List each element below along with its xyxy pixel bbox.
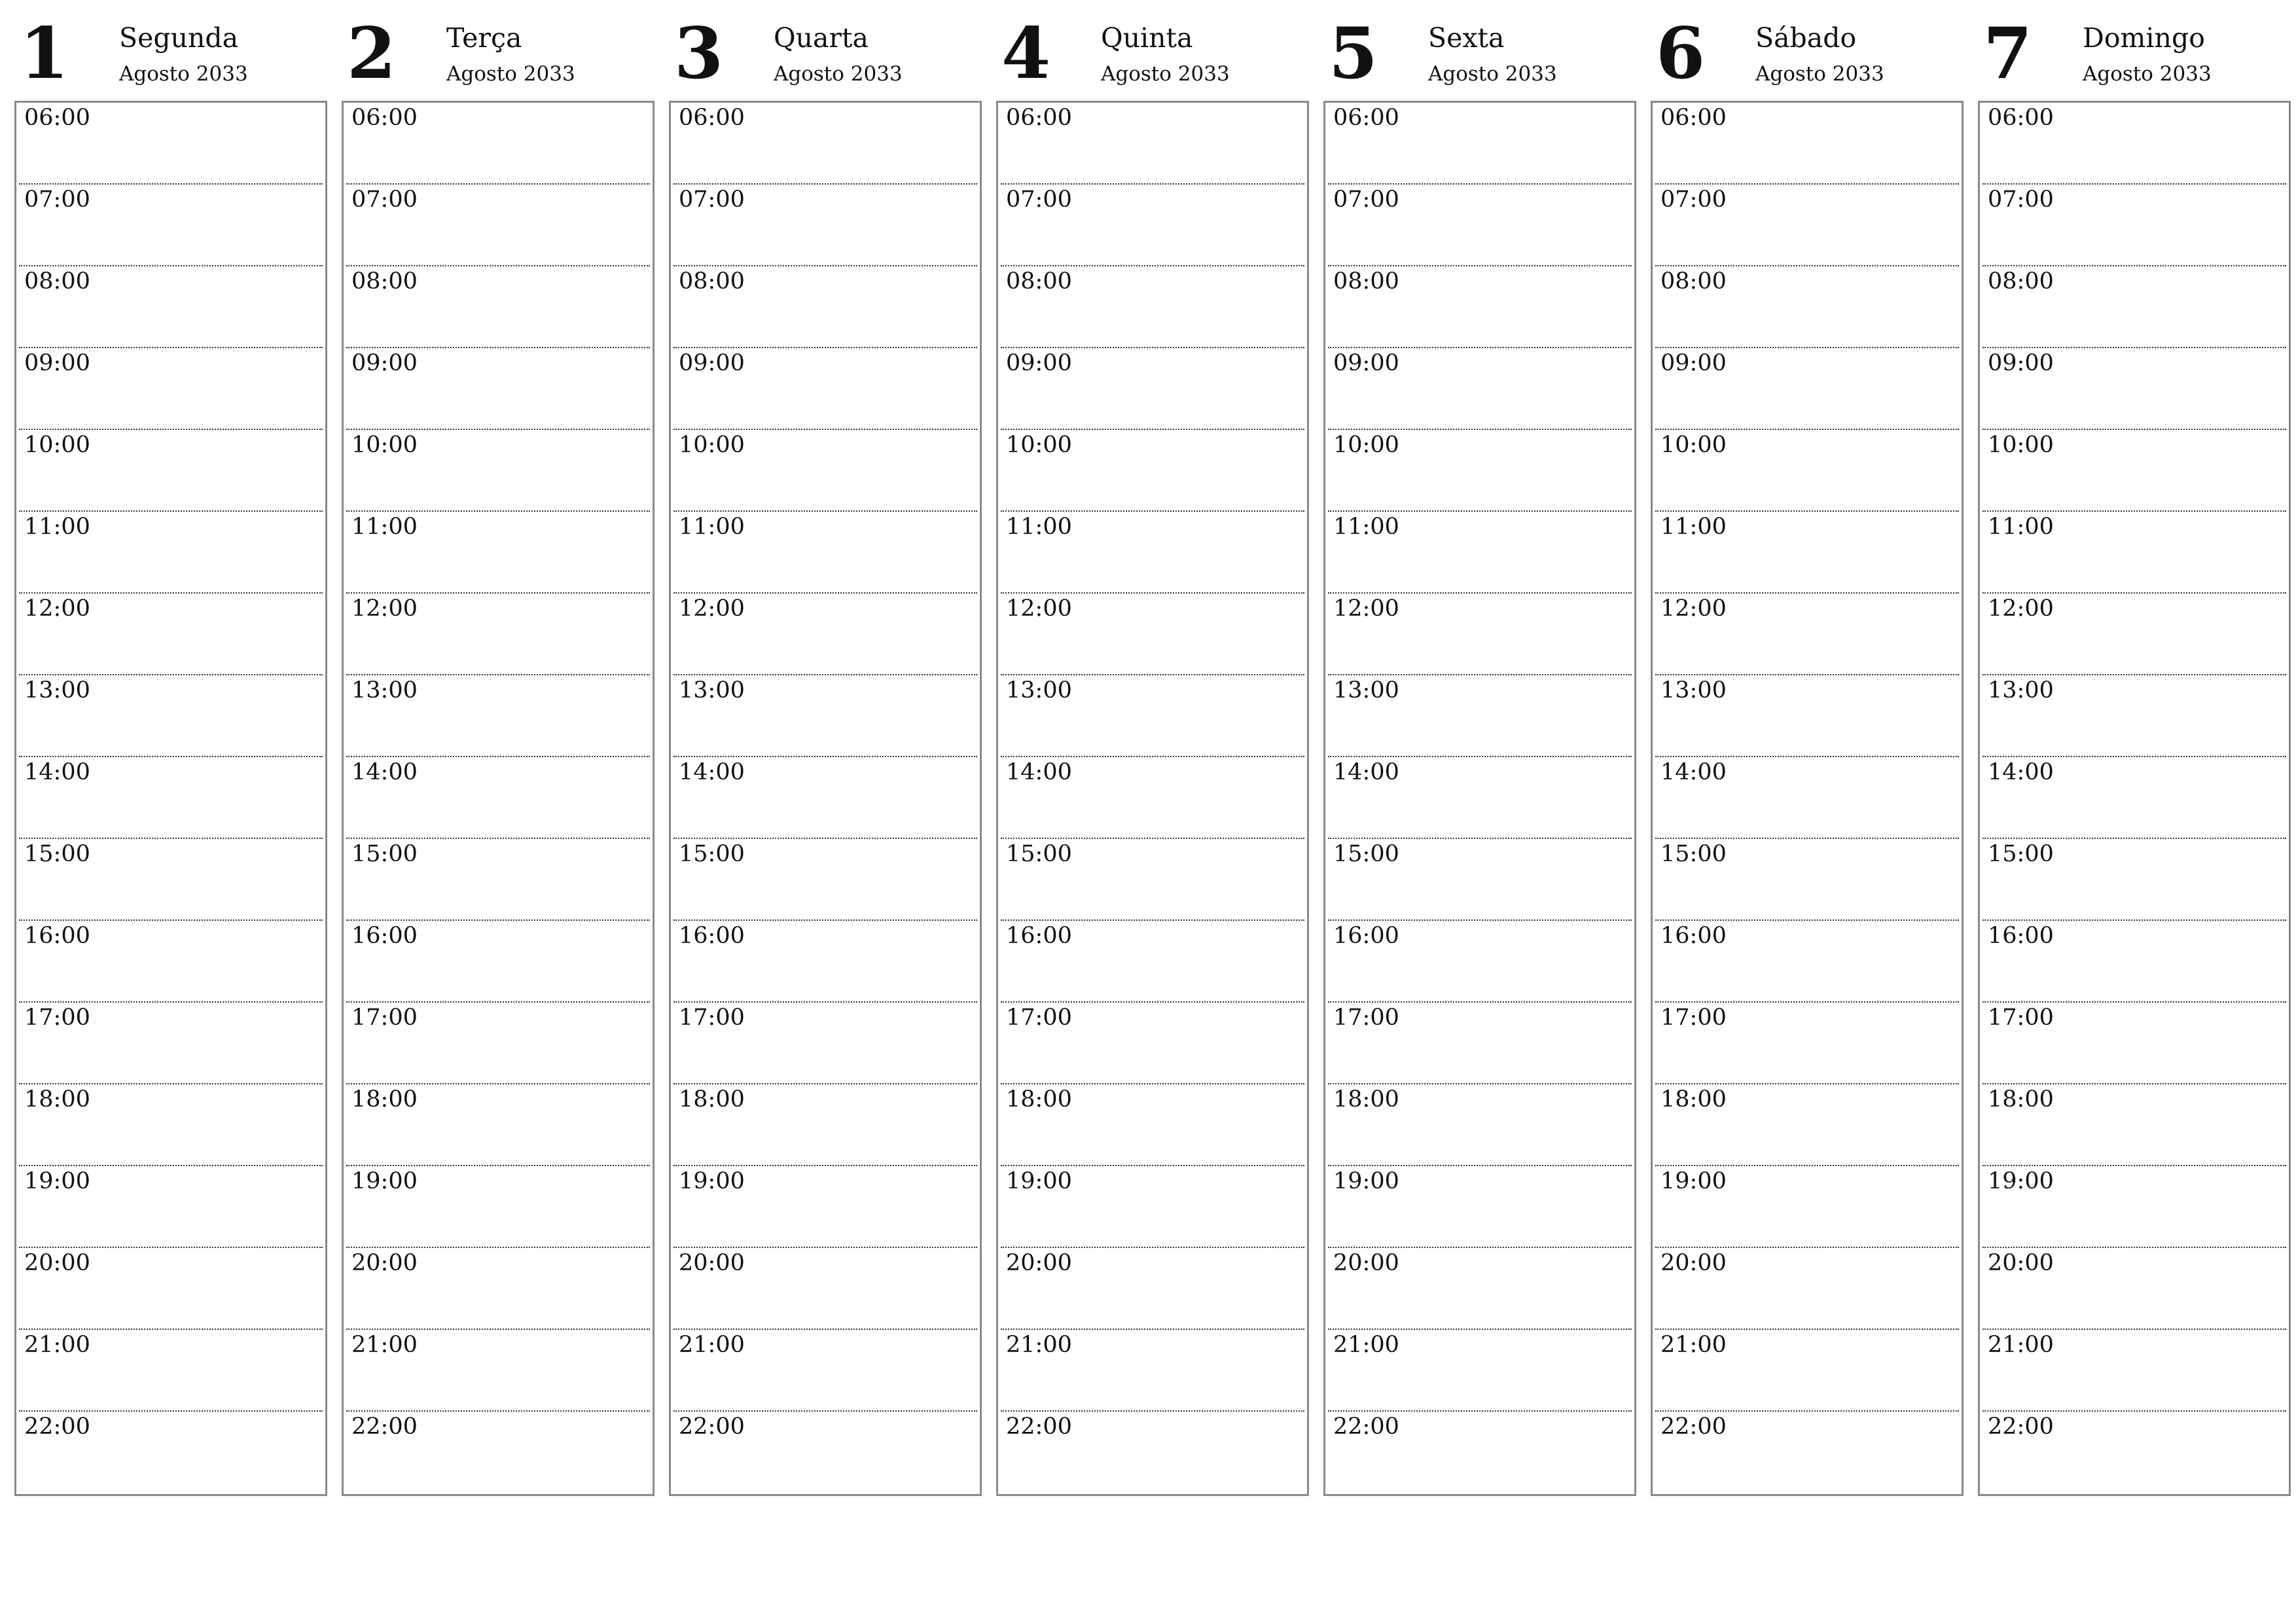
time-label: 07:00 xyxy=(1333,187,1399,213)
time-slot[interactable] xyxy=(1328,757,1632,839)
time-label: 11:00 xyxy=(24,514,90,540)
time-label: 20:00 xyxy=(351,1250,418,1276)
day-schedule-box xyxy=(14,101,327,1496)
time-slot[interactable] xyxy=(673,1003,977,1084)
weekly-planner xyxy=(14,12,2284,1496)
time-slot[interactable] xyxy=(346,1084,650,1166)
time-label: 22:00 xyxy=(1333,1414,1399,1440)
time-slot[interactable] xyxy=(1982,1166,2286,1248)
time-slot[interactable] xyxy=(1655,1003,1959,1084)
day-number: 4 xyxy=(1001,12,1051,95)
time-label: 10:00 xyxy=(24,432,90,458)
day-month: Agosto 2033 xyxy=(1755,62,1884,86)
time-slot[interactable] xyxy=(1655,512,1959,594)
time-label: 22:00 xyxy=(1660,1414,1727,1440)
time-slot[interactable] xyxy=(1655,594,1959,675)
time-label: 14:00 xyxy=(1988,759,2054,785)
time-slot[interactable] xyxy=(19,757,323,839)
time-slot[interactable] xyxy=(346,1166,650,1248)
time-slot[interactable] xyxy=(1001,1084,1304,1166)
time-slot[interactable] xyxy=(346,839,650,921)
time-label: 08:00 xyxy=(351,268,418,294)
time-slot[interactable] xyxy=(1982,512,2286,594)
time-label: 15:00 xyxy=(351,841,418,867)
time-slot[interactable] xyxy=(346,430,650,512)
time-slot[interactable] xyxy=(1001,185,1304,266)
day-schedule-box xyxy=(1323,101,1636,1496)
time-slot[interactable] xyxy=(1001,1412,1304,1493)
time-slot[interactable] xyxy=(1328,103,1632,185)
time-label: 08:00 xyxy=(1660,268,1727,294)
time-slot[interactable] xyxy=(1655,839,1959,921)
time-slot[interactable] xyxy=(1982,921,2286,1003)
time-label: 16:00 xyxy=(24,923,90,949)
time-label: 20:00 xyxy=(24,1250,90,1276)
time-label: 20:00 xyxy=(1988,1250,2054,1276)
time-label: 18:00 xyxy=(24,1086,90,1113)
time-slot[interactable] xyxy=(1982,1084,2286,1166)
day-column-6 xyxy=(1651,12,1964,1496)
time-label: 07:00 xyxy=(1006,187,1072,213)
time-label: 21:00 xyxy=(1988,1332,2054,1358)
time-slot[interactable] xyxy=(1001,921,1304,1003)
time-slot[interactable] xyxy=(673,1166,977,1248)
time-slot[interactable] xyxy=(673,675,977,757)
time-label: 11:00 xyxy=(1988,514,2054,540)
time-label: 07:00 xyxy=(1988,187,2054,213)
time-label: 17:00 xyxy=(351,1005,418,1031)
time-slot[interactable] xyxy=(673,921,977,1003)
time-label: 22:00 xyxy=(24,1414,90,1440)
time-label: 18:00 xyxy=(1006,1086,1072,1113)
time-slot[interactable] xyxy=(673,1330,977,1412)
day-column-5 xyxy=(1323,12,1636,1496)
time-slot[interactable] xyxy=(673,266,977,348)
time-label: 13:00 xyxy=(1333,677,1399,704)
time-label: 06:00 xyxy=(351,105,418,131)
time-slot[interactable] xyxy=(1001,266,1304,348)
time-slot[interactable] xyxy=(19,921,323,1003)
time-slot[interactable] xyxy=(1655,1166,1959,1248)
day-schedule-box xyxy=(996,101,1309,1496)
day-number: 6 xyxy=(1656,12,1706,95)
time-label: 10:00 xyxy=(1988,432,2054,458)
day-header xyxy=(1978,12,2291,101)
time-label: 08:00 xyxy=(1988,268,2054,294)
time-label: 13:00 xyxy=(1006,677,1072,704)
day-schedule-box xyxy=(1651,101,1964,1496)
time-label: 08:00 xyxy=(679,268,745,294)
time-slot[interactable] xyxy=(1328,185,1632,266)
day-schedule-box xyxy=(342,101,655,1496)
time-slot[interactable] xyxy=(1982,430,2286,512)
time-label: 22:00 xyxy=(351,1414,418,1440)
time-label: 14:00 xyxy=(679,759,745,785)
time-slot[interactable] xyxy=(19,594,323,675)
time-slot[interactable] xyxy=(1328,1166,1632,1248)
time-slot[interactable] xyxy=(1328,1412,1632,1493)
time-label: 14:00 xyxy=(1006,759,1072,785)
time-label: 10:00 xyxy=(351,432,418,458)
time-label: 07:00 xyxy=(351,187,418,213)
time-label: 16:00 xyxy=(351,923,418,949)
time-label: 09:00 xyxy=(351,350,418,376)
time-slot[interactable] xyxy=(346,1330,650,1412)
time-slot[interactable] xyxy=(1001,1330,1304,1412)
time-slot[interactable] xyxy=(346,757,650,839)
time-slot[interactable] xyxy=(1982,1330,2286,1412)
day-month: Agosto 2033 xyxy=(2083,62,2212,86)
time-label: 21:00 xyxy=(1333,1332,1399,1358)
day-name: Quarta xyxy=(774,22,869,54)
time-label: 22:00 xyxy=(1006,1414,1072,1440)
time-label: 21:00 xyxy=(1660,1332,1727,1358)
time-label: 19:00 xyxy=(1006,1168,1072,1194)
time-label: 22:00 xyxy=(1988,1414,2054,1440)
time-label: 14:00 xyxy=(1660,759,1727,785)
time-label: 19:00 xyxy=(1333,1168,1399,1194)
time-slot[interactable] xyxy=(1328,1330,1632,1412)
time-slot[interactable] xyxy=(1328,430,1632,512)
time-label: 18:00 xyxy=(1333,1086,1399,1113)
time-label: 11:00 xyxy=(351,514,418,540)
day-month: Agosto 2033 xyxy=(1101,62,1230,86)
time-label: 16:00 xyxy=(1988,923,2054,949)
time-label: 21:00 xyxy=(679,1332,745,1358)
time-label: 18:00 xyxy=(1988,1086,2054,1113)
time-label: 10:00 xyxy=(1333,432,1399,458)
time-label: 15:00 xyxy=(1006,841,1072,867)
time-label: 18:00 xyxy=(679,1086,745,1113)
day-name: Terça xyxy=(446,22,522,54)
time-slot[interactable] xyxy=(1001,1003,1304,1084)
time-label: 10:00 xyxy=(679,432,745,458)
time-label: 15:00 xyxy=(1988,841,2054,867)
time-label: 15:00 xyxy=(1660,841,1727,867)
day-header xyxy=(342,12,655,101)
time-slot[interactable] xyxy=(19,675,323,757)
time-label: 21:00 xyxy=(1006,1332,1072,1358)
day-number: 2 xyxy=(347,12,397,95)
time-label: 11:00 xyxy=(1660,514,1727,540)
time-slot[interactable] xyxy=(1655,1248,1959,1330)
time-slot[interactable] xyxy=(1982,1248,2286,1330)
time-slot[interactable] xyxy=(1328,839,1632,921)
day-column-3 xyxy=(669,12,982,1496)
time-slot[interactable] xyxy=(1001,103,1304,185)
time-slot[interactable] xyxy=(1655,430,1959,512)
time-label: 11:00 xyxy=(1333,514,1399,540)
time-label: 15:00 xyxy=(24,841,90,867)
time-label: 17:00 xyxy=(1006,1005,1072,1031)
day-header xyxy=(996,12,1309,101)
time-slot[interactable] xyxy=(346,103,650,185)
time-label: 12:00 xyxy=(1988,596,2054,622)
day-column-4 xyxy=(996,12,1309,1496)
time-slot[interactable] xyxy=(346,1412,650,1493)
time-label: 09:00 xyxy=(679,350,745,376)
time-slot[interactable] xyxy=(19,839,323,921)
time-slot[interactable] xyxy=(346,1003,650,1084)
time-label: 07:00 xyxy=(679,187,745,213)
time-label: 09:00 xyxy=(24,350,90,376)
time-slot[interactable] xyxy=(346,1248,650,1330)
day-schedule-box xyxy=(669,101,982,1496)
day-name: Quinta xyxy=(1101,22,1193,54)
time-slot[interactable] xyxy=(1982,1412,2286,1493)
day-schedule-box xyxy=(1978,101,2291,1496)
time-slot[interactable] xyxy=(1001,1166,1304,1248)
time-slot[interactable] xyxy=(1982,185,2286,266)
time-label: 08:00 xyxy=(1333,268,1399,294)
time-slot[interactable] xyxy=(673,1084,977,1166)
time-label: 06:00 xyxy=(1988,105,2054,131)
time-slot[interactable] xyxy=(1982,757,2286,839)
time-label: 17:00 xyxy=(24,1005,90,1031)
time-slot[interactable] xyxy=(346,348,650,430)
time-label: 16:00 xyxy=(1006,923,1072,949)
time-slot[interactable] xyxy=(1328,348,1632,430)
day-number: 1 xyxy=(20,12,69,95)
time-slot[interactable] xyxy=(19,348,323,430)
time-slot[interactable] xyxy=(1001,675,1304,757)
time-slot[interactable] xyxy=(1328,594,1632,675)
time-label: 08:00 xyxy=(1006,268,1072,294)
time-slot[interactable] xyxy=(673,103,977,185)
time-slot[interactable] xyxy=(1655,921,1959,1003)
time-slot[interactable] xyxy=(1328,512,1632,594)
day-header xyxy=(1323,12,1636,101)
time-label: 12:00 xyxy=(1660,596,1727,622)
time-slot[interactable] xyxy=(19,1330,323,1412)
time-slot[interactable] xyxy=(673,512,977,594)
time-slot[interactable] xyxy=(19,1412,323,1493)
day-month: Agosto 2033 xyxy=(774,62,903,86)
time-label: 06:00 xyxy=(1660,105,1727,131)
time-label: 13:00 xyxy=(351,677,418,704)
day-column-2 xyxy=(342,12,655,1496)
time-slot[interactable] xyxy=(1655,266,1959,348)
time-slot[interactable] xyxy=(1982,675,2286,757)
day-name: Sexta xyxy=(1428,22,1505,54)
time-label: 17:00 xyxy=(1660,1005,1727,1031)
time-label: 19:00 xyxy=(351,1168,418,1194)
day-month: Agosto 2033 xyxy=(119,62,248,86)
time-label: 16:00 xyxy=(679,923,745,949)
time-slot[interactable] xyxy=(1982,594,2286,675)
time-label: 13:00 xyxy=(679,677,745,704)
time-label: 13:00 xyxy=(24,677,90,704)
day-number: 5 xyxy=(1329,12,1378,95)
time-slot[interactable] xyxy=(1655,675,1959,757)
time-slot[interactable] xyxy=(1001,430,1304,512)
time-label: 12:00 xyxy=(351,596,418,622)
time-slot[interactable] xyxy=(346,921,650,1003)
time-label: 17:00 xyxy=(679,1005,745,1031)
time-label: 17:00 xyxy=(1988,1005,2054,1031)
time-label: 06:00 xyxy=(1006,105,1072,131)
time-slot[interactable] xyxy=(19,1248,323,1330)
time-label: 20:00 xyxy=(679,1250,745,1276)
day-header xyxy=(669,12,982,101)
time-slot[interactable] xyxy=(346,185,650,266)
day-month: Agosto 2033 xyxy=(446,62,575,86)
time-slot[interactable] xyxy=(1001,839,1304,921)
time-label: 21:00 xyxy=(24,1332,90,1358)
time-label: 14:00 xyxy=(351,759,418,785)
time-slot[interactable] xyxy=(1655,1084,1959,1166)
time-slot[interactable] xyxy=(1328,1084,1632,1166)
time-slot[interactable] xyxy=(1001,757,1304,839)
time-slot[interactable] xyxy=(1001,512,1304,594)
time-slot[interactable] xyxy=(673,1248,977,1330)
time-slot[interactable] xyxy=(1001,594,1304,675)
time-label: 09:00 xyxy=(1006,350,1072,376)
day-number: 7 xyxy=(1983,12,2033,95)
time-slot[interactable] xyxy=(673,839,977,921)
time-label: 15:00 xyxy=(1333,841,1399,867)
time-label: 20:00 xyxy=(1333,1250,1399,1276)
time-label: 20:00 xyxy=(1006,1250,1072,1276)
time-slot[interactable] xyxy=(1328,266,1632,348)
time-slot[interactable] xyxy=(1001,348,1304,430)
time-slot[interactable] xyxy=(19,185,323,266)
time-label: 06:00 xyxy=(679,105,745,131)
time-slot[interactable] xyxy=(1982,103,2286,185)
time-slot[interactable] xyxy=(673,348,977,430)
time-label: 06:00 xyxy=(1333,105,1399,131)
time-label: 18:00 xyxy=(351,1086,418,1113)
time-label: 10:00 xyxy=(1006,432,1072,458)
time-slot[interactable] xyxy=(19,103,323,185)
day-name: Sábado xyxy=(1755,22,1857,54)
time-slot[interactable] xyxy=(1328,921,1632,1003)
time-label: 14:00 xyxy=(1333,759,1399,785)
time-label: 12:00 xyxy=(1333,596,1399,622)
time-slot[interactable] xyxy=(346,594,650,675)
time-label: 19:00 xyxy=(1660,1168,1727,1194)
time-label: 07:00 xyxy=(1660,187,1727,213)
time-slot[interactable] xyxy=(1982,839,2286,921)
day-month: Agosto 2033 xyxy=(1428,62,1557,86)
time-label: 17:00 xyxy=(1333,1005,1399,1031)
time-slot[interactable] xyxy=(19,1003,323,1084)
time-slot[interactable] xyxy=(1001,1248,1304,1330)
time-slot[interactable] xyxy=(19,430,323,512)
time-label: 09:00 xyxy=(1660,350,1727,376)
time-slot[interactable] xyxy=(673,1412,977,1493)
time-label: 15:00 xyxy=(679,841,745,867)
time-label: 12:00 xyxy=(679,596,745,622)
time-slot[interactable] xyxy=(1982,266,2286,348)
time-label: 12:00 xyxy=(24,596,90,622)
day-name: Segunda xyxy=(119,22,239,54)
time-slot[interactable] xyxy=(19,512,323,594)
time-label: 07:00 xyxy=(24,187,90,213)
time-label: 11:00 xyxy=(1006,514,1072,540)
time-slot[interactable] xyxy=(1655,185,1959,266)
time-label: 18:00 xyxy=(1660,1086,1727,1113)
time-label: 13:00 xyxy=(1988,677,2054,704)
time-slot[interactable] xyxy=(1982,348,2286,430)
time-slot[interactable] xyxy=(1328,675,1632,757)
day-header xyxy=(1651,12,1964,101)
time-label: 10:00 xyxy=(1660,432,1727,458)
day-header xyxy=(14,12,327,101)
time-label: 19:00 xyxy=(679,1168,745,1194)
time-slot[interactable] xyxy=(673,594,977,675)
time-slot[interactable] xyxy=(673,757,977,839)
time-slot[interactable] xyxy=(1655,1330,1959,1412)
time-label: 06:00 xyxy=(24,105,90,131)
time-slot[interactable] xyxy=(1655,103,1959,185)
time-slot[interactable] xyxy=(1328,1248,1632,1330)
time-slot[interactable] xyxy=(1655,1412,1959,1493)
time-label: 11:00 xyxy=(679,514,745,540)
time-slot[interactable] xyxy=(673,185,977,266)
time-slot[interactable] xyxy=(346,266,650,348)
time-slot[interactable] xyxy=(1655,757,1959,839)
time-slot[interactable] xyxy=(19,1166,323,1248)
time-label: 20:00 xyxy=(1660,1250,1727,1276)
time-label: 14:00 xyxy=(24,759,90,785)
time-label: 13:00 xyxy=(1660,677,1727,704)
time-slot[interactable] xyxy=(673,430,977,512)
time-label: 19:00 xyxy=(1988,1168,2054,1194)
day-number: 3 xyxy=(674,12,724,95)
time-slot[interactable] xyxy=(1655,348,1959,430)
time-label: 09:00 xyxy=(1988,350,2054,376)
day-column-7 xyxy=(1978,12,2291,1496)
time-label: 22:00 xyxy=(679,1414,745,1440)
time-label: 16:00 xyxy=(1660,923,1727,949)
time-slot[interactable] xyxy=(19,1084,323,1166)
day-column-1 xyxy=(14,12,327,1496)
time-slot[interactable] xyxy=(1328,1003,1632,1084)
time-slot[interactable] xyxy=(19,266,323,348)
time-label: 12:00 xyxy=(1006,596,1072,622)
time-label: 09:00 xyxy=(1333,350,1399,376)
time-slot[interactable] xyxy=(346,675,650,757)
time-slot[interactable] xyxy=(346,512,650,594)
time-label: 08:00 xyxy=(24,268,90,294)
day-name: Domingo xyxy=(2083,22,2205,54)
time-slot[interactable] xyxy=(1982,1003,2286,1084)
time-label: 19:00 xyxy=(24,1168,90,1194)
time-label: 21:00 xyxy=(351,1332,418,1358)
time-label: 16:00 xyxy=(1333,923,1399,949)
